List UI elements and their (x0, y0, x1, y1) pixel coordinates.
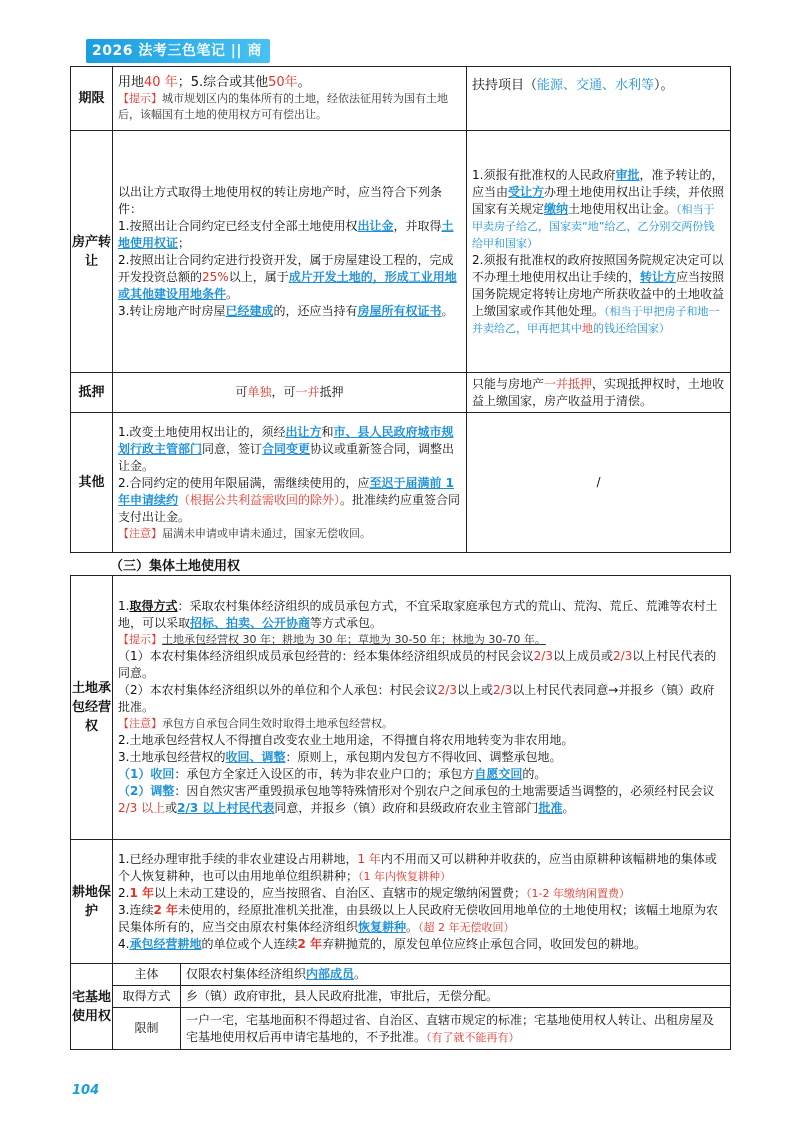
cell-left: 1.改变土地使用权出让的，须经出让方和市、县人民政府城市规划行政主管部门同意，签订合同变更协议或重新签合同，调整出让金。 2.合同约定的使用年限届满，需继续使用的，应至迟于届满前 1 年申请续约（根据公共利益需收回的除外）。批准续约应重签合同支付出让金。 【注意】届满未申请或申请未通过，国家无偿收回。 (113, 413, 467, 553)
row-label: 耕地保护 (71, 840, 113, 964)
section-title: （三）集体土地使用权 (110, 559, 241, 574)
row-label: 宅基地使用权 (71, 964, 113, 1050)
row-label: 房产转让 (71, 131, 113, 373)
sub-label: 主体 (113, 964, 181, 986)
cell-left: 以出让方式取得土地使用权的转让房地产时，应当符合下列条件： 1.按照出让合同约定已经支付全部土地使用权出让金，并取得土地使用权证； 2.按照出让合同约定进行投资开发，属于房屋建设工程的，完成开发投资总额的25%以上，属于成片开发土地的，形成工业用地或其他建设用地条件。 3.转让房地产时房屋已经建成的，还应当持有房屋所有权证书。 (113, 131, 467, 373)
cell-left: 可单独，可一并抵押 (113, 373, 467, 413)
row-label: 期限 (71, 67, 113, 131)
row-contract (71, 576, 731, 840)
row-mortgage (71, 373, 731, 413)
row-transfer (71, 131, 731, 373)
row-label: 土地承包经营权 (71, 576, 113, 840)
header-banner (86, 39, 270, 83)
cell-right: / (467, 413, 731, 553)
row-period (71, 67, 731, 131)
page-number: 104 (72, 1083, 100, 1098)
row-label: 抵押 (71, 373, 113, 413)
cell-content: 1.已经办理审批手续的非农业建设占用耕地，1 年内不用而又可以耕种并收获的，应当由原耕种该幅耕地的集体或个人恢复耕种，也可以由用地单位组织耕种；（1 年内恢复耕种） 2.1 年以上未动工建设的，应当按照省、自治区、直辖市的规定缴纳闲置费；（1-2 年缴纳闲置费） 3.连续2 年未使用的，经原批准机关批准，由县级以上人民政府无偿收回用地单位的土地使用权；该幅土地原为农民集体所有的，应当交由原农村集体经济组织恢复耕种。（超 2 年无偿收回） 4.承包经营耕地的单位或个人连续2 年弃耕抛荒的，原发包单位应终止承包合同，收回发包的耕地。 (113, 840, 731, 964)
cell-right: 1.须报有批准权的人民政府审批，准予转让的，应当由受让方办理土地使用权出让手续，并依照国家有关规定缴纳土地使用权出让金。（相当于甲卖房子给乙，国家卖“地”给乙，乙分别交两份钱给甲和国家） 2.须报有批准权的政府按照国务院规定决定可以不办理土地使用权出让手续的，转让方应当按照国务院规定将转让房地产所获收益中的土地收益上缴国家或作其他处理。（相当于甲把房子和地一并卖给乙，甲再把其中地的钱还给国家） (467, 131, 731, 373)
sub-label: 取得方式 (113, 986, 181, 1008)
sub-content: 一户一宅，宅基地面积不得超过省、自治区、直辖市规定的标准；宅基地使用权人转让、出租房屋及宅基地使用权后再申请宅基地的，不予批准。（有了就不能再有） (181, 1008, 731, 1050)
tip-note: 【提示】城市规划区内的集体所有的土地，经依法征用转为国有土地后，该幅国有土地的使用权方可有偿出让。 (118, 92, 448, 121)
cell-right: 只能与房地产一并抵押，实现抵押权时，土地收益上缴国家，房产收益用于清偿。 (467, 373, 731, 413)
row-label: 其他 (71, 413, 113, 553)
row-homestead-method (71, 986, 731, 1008)
land-use-table (70, 66, 731, 553)
row-farmland (71, 840, 731, 964)
cell-content: 1.取得方式：采取农村集体经济组织的成员承包方式，不宜采取家庭承包方式的荒山、荒沟、荒丘、荒滩等农村土地，可以采取招标、拍卖、公开协商等方式承包。 【提示】土地承包经营权 30 年；耕地为 30 年；草地为 30-50 年；林地为 30-70 年。 （1）本农村集体经济组织成员承包经营的：经本集体经济组织成员的村民会议2/3以上成员或2/3以上村民代表的同意。 （2）本农村集体经济组织以外的单位和个人承包：村民会议2/3以上或2/3以上村民代表同意→并报乡（镇）政府批准。 【注意】承包方自承包合同生效时取得土地承包经营权。 2.土地承包经营权人不得擅自改变农业土地用途，不得擅自将农用地转变为非农用地。 3.土地承包经营权的收回、调整：原则上，承包期内发包方不得收回、调整承包地。 （1）收回：承包方全家迁入设区的市，转为非农业户口的；承包方自愿交回的。 （2）调整：因自然灾害严重毁损承包地等特殊情形对个别农户之间承包的土地需要适当调整的，必须经村民会议2/3 以上或2/3 以上村民代表同意，并报乡（镇）政府和县级政府农业主管部门批准。 (113, 576, 731, 840)
sub-label: 限制 (113, 1008, 181, 1050)
row-homestead-limit (71, 1008, 731, 1050)
header-title: 2026 法考三色笔记 || 商经 (92, 43, 262, 83)
page-content (70, 66, 730, 1050)
sub-content: 仅限农村集体经济组织内部成员。 (181, 964, 731, 986)
collective-land-table (70, 575, 731, 1050)
sub-content: 乡（镇）政府审批，县人民政府批准，审批后，无偿分配。 (181, 986, 731, 1008)
cell-left: 用地40 年；5.综合或其他50年。 【提示】城市规划区内的集体所有的土地，经依法征用转为国有土地后，该幅国有土地的使用权方可有偿出让。 (113, 67, 467, 131)
row-homestead-subject (71, 964, 731, 986)
row-other (71, 413, 731, 553)
cell-right: 扶持项目（能源、交通、水利等）。 (467, 67, 731, 131)
